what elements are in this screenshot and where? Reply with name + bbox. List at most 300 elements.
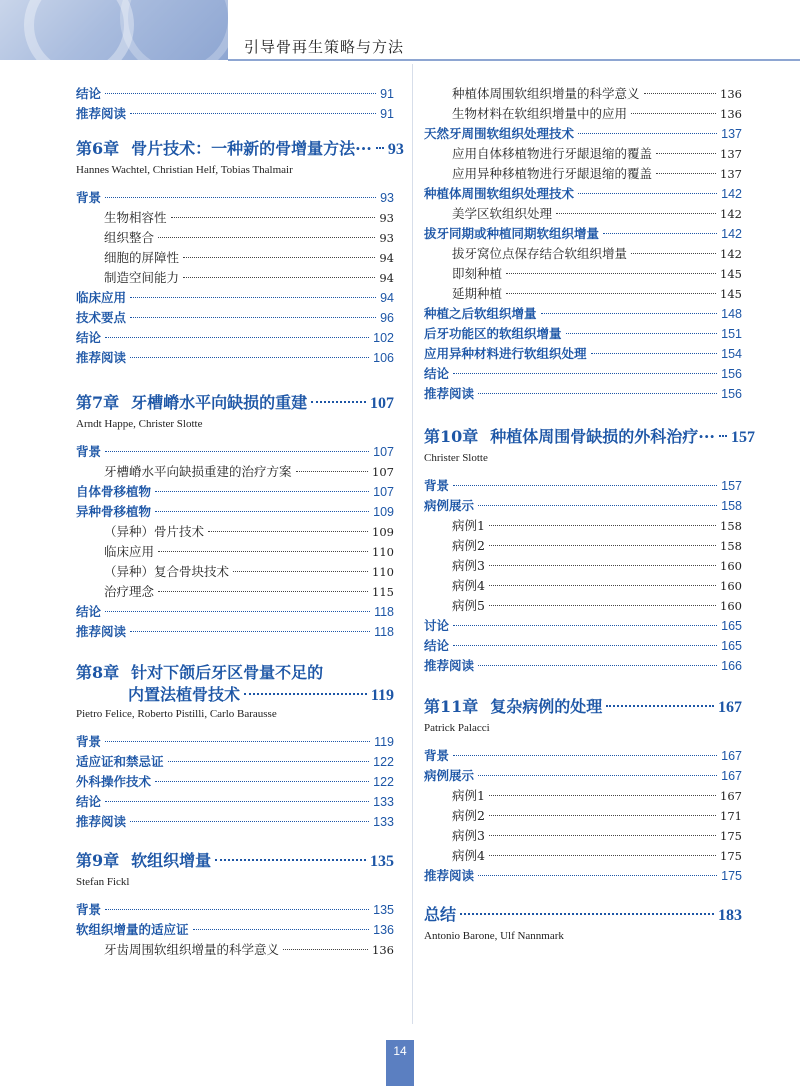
chapter-authors: Pietro Felice, Roberto Pistilli, Carlo Barausse (76, 708, 277, 720)
chapter-authors: Hannes Wachtel, Christian Helf, Tobias Thalmair (76, 164, 293, 176)
toc-entry-page: 167 (721, 769, 742, 783)
dot-leader (376, 147, 384, 149)
toc-entry[interactable] (76, 348, 394, 368)
toc-entry-title: 背景 (424, 749, 450, 763)
dot-leader (541, 313, 718, 314)
toc-entry[interactable] (424, 476, 742, 496)
toc-entry[interactable] (76, 462, 394, 482)
toc-entry-title: 病例2 (452, 808, 485, 823)
dot-leader (130, 631, 370, 632)
toc-entry[interactable] (424, 224, 742, 244)
toc-entry-page: 110 (372, 565, 394, 579)
toc-entry[interactable] (424, 636, 742, 656)
toc-entry[interactable] (424, 244, 742, 264)
toc-entry[interactable] (424, 384, 742, 404)
toc-entry[interactable] (424, 556, 742, 576)
toc-entry[interactable] (424, 576, 742, 596)
toc-entry-title: 牙齿周围软组织增量的科学意义 (104, 942, 280, 957)
toc-entry[interactable] (76, 288, 394, 308)
toc-entry[interactable] (76, 582, 394, 602)
dot-leader (168, 761, 370, 762)
toc-entry-title: 制造空间能力 (104, 270, 180, 285)
dot-leader (208, 531, 368, 532)
dot-leader (478, 393, 717, 394)
toc-entry[interactable] (76, 522, 394, 542)
toc-entry-page: 115 (372, 585, 394, 599)
toc-entry-page: 145 (720, 267, 742, 281)
decorative-circle (120, 0, 228, 60)
toc-entry-page: 107 (373, 445, 394, 459)
toc-entry-title: 种植体周围软组织处理技术 (424, 187, 575, 201)
toc-entry-title: 临床应用 (104, 544, 155, 559)
toc-entry[interactable] (424, 284, 742, 304)
toc-entry-title: 结论 (76, 795, 102, 809)
dot-leader (158, 591, 368, 592)
toc-entry[interactable] (424, 304, 742, 324)
toc-entry-title: 背景 (76, 903, 102, 917)
chapter-heading-continued[interactable] (76, 684, 394, 706)
toc-entry-title: 应用异种移植物进行牙龈退缩的覆盖 (452, 166, 653, 181)
chapter-page: 119 (370, 687, 394, 704)
toc-entry-title: 软组织增量的适应证 (76, 923, 189, 937)
toc-entry-page: 93 (380, 191, 394, 205)
chapter-page: 157 (731, 429, 755, 446)
chapter-authors: Christer Slotte (424, 452, 488, 464)
toc-entry[interactable] (424, 536, 742, 556)
toc-entry-page: 142 (721, 187, 742, 201)
toc-entry[interactable] (424, 866, 742, 886)
toc-entry-page: 158 (721, 499, 742, 513)
dot-leader (631, 253, 716, 254)
toc-entry-title: 拔牙同期或种植同期软组织增量 (424, 227, 600, 241)
toc-entry-title: 治疗理念 (104, 584, 155, 599)
toc-entry-page: 167 (720, 789, 742, 803)
header-rule (228, 59, 800, 61)
toc-entry-title: 背景 (76, 191, 102, 205)
toc-entry-page: 156 (721, 367, 742, 381)
toc-left-column (76, 84, 404, 960)
dot-leader (656, 173, 716, 174)
toc-entry[interactable] (76, 562, 394, 582)
dot-leader (283, 949, 368, 950)
dot-leader (130, 113, 376, 114)
toc-entries-group (76, 732, 394, 832)
toc-entry[interactable] (76, 104, 394, 124)
dot-leader (489, 525, 716, 526)
toc-entry-page: 118 (374, 625, 394, 639)
toc-entry[interactable] (424, 746, 742, 766)
toc-entry-page: 102 (373, 331, 394, 345)
chapter-title: 复杂病例的处理 (490, 697, 603, 716)
toc-entry-page: 151 (721, 327, 742, 341)
toc-entry[interactable] (76, 84, 394, 104)
toc-entry-page: 94 (380, 291, 394, 305)
toc-entry[interactable] (76, 328, 394, 348)
dot-leader (183, 257, 375, 258)
toc-entries-group (424, 746, 742, 886)
chapter-heading[interactable] (76, 390, 394, 416)
toc-entry[interactable] (424, 144, 742, 164)
toc-entry[interactable] (76, 812, 394, 832)
toc-entry[interactable] (76, 208, 394, 228)
toc-entry-title: 病例展示 (424, 769, 475, 783)
toc-entry-title: 推荐阅读 (424, 869, 475, 883)
toc-entry-page: 165 (721, 619, 742, 633)
chapter-page: 93 (387, 141, 404, 158)
toc-entry[interactable] (424, 616, 742, 636)
toc-entry[interactable] (76, 940, 394, 960)
dot-leader (244, 693, 367, 695)
chapter-number: 第10章 (424, 427, 479, 446)
dot-leader (631, 113, 716, 114)
dot-leader (719, 435, 727, 437)
dot-leader (105, 909, 369, 910)
toc-entry[interactable] (76, 732, 394, 752)
toc-entry-page: 142 (720, 247, 742, 261)
toc-entry-page: 167 (721, 749, 742, 763)
toc-entry[interactable] (76, 308, 394, 328)
chapter-title: 针对下颌后牙区骨量不足的 (131, 663, 324, 682)
toc-entry-page: 158 (720, 539, 742, 553)
toc-entry-title: 延期种植 (452, 286, 503, 301)
toc-entry-title: 生物材料在软组织增量中的应用 (452, 106, 628, 121)
toc-entry[interactable] (76, 920, 394, 940)
toc-entry-page: 160 (720, 599, 742, 613)
chapter-number: 第7章 (76, 393, 120, 412)
decorative-circle (24, 0, 134, 60)
dot-leader (453, 625, 717, 626)
dot-leader (453, 755, 717, 756)
toc-entry-title: 外科操作技术 (76, 775, 152, 789)
dot-leader (478, 665, 717, 666)
toc-entries-group (76, 442, 394, 642)
chapter-authors: Patrick Palacci (424, 722, 490, 734)
toc-entry-title: 组织整合 (104, 230, 155, 245)
dot-leader (506, 293, 716, 294)
toc-entry-title: 细胞的屏障性 (104, 250, 180, 265)
dot-leader (105, 197, 376, 198)
toc-entry[interactable] (76, 442, 394, 462)
toc-entry-title: 技术要点 (76, 311, 127, 325)
toc-entry-page: 137 (720, 167, 742, 181)
chapter-title: 内置法植骨技术 (128, 685, 241, 704)
chapter-heading[interactable] (76, 136, 404, 162)
toc-entry-page: 142 (721, 227, 742, 241)
dot-leader (489, 835, 716, 836)
chapter-heading[interactable] (76, 662, 394, 684)
toc-entry[interactable] (424, 324, 742, 344)
dot-leader (453, 373, 717, 374)
chapter-number: 第8章 (76, 663, 120, 682)
toc-entry-title: 推荐阅读 (76, 625, 127, 639)
toc-entry[interactable] (76, 602, 394, 622)
toc-entries-group (76, 84, 394, 124)
corner-decoration (0, 0, 228, 60)
toc-entry-page: 109 (372, 525, 394, 539)
toc-entry-title: 结论 (424, 367, 450, 381)
toc-entry-page: 160 (720, 579, 742, 593)
dot-leader (215, 859, 366, 861)
toc-entry-title: 美学区软组织处理 (452, 206, 553, 221)
toc-entry-page: 175 (720, 829, 742, 843)
dot-leader (155, 491, 369, 492)
toc-entry-title: 病例4 (452, 848, 485, 863)
toc-entry[interactable] (424, 104, 742, 124)
chapter-authors: Stefan Fickl (76, 876, 130, 888)
toc-entry[interactable] (424, 496, 742, 516)
toc-entry-page: 165 (721, 639, 742, 653)
toc-entry-title: 背景 (76, 445, 102, 459)
toc-entry[interactable] (76, 188, 394, 208)
toc-entry-page: 107 (373, 485, 394, 499)
dot-leader (489, 605, 716, 606)
dot-leader (606, 705, 714, 707)
toc-entry-title: 结论 (76, 331, 102, 345)
toc-entry-title: （异种）复合骨块技术 (104, 564, 230, 579)
toc-entry-title: 生物相容性 (104, 210, 167, 225)
toc-entry-title: 背景 (424, 479, 450, 493)
toc-entry[interactable] (76, 772, 394, 792)
dot-leader (478, 775, 717, 776)
toc-entry-page: 137 (720, 147, 742, 161)
book-title: 引导骨再生策略与方法 (244, 38, 405, 56)
toc-entry-title: 病例3 (452, 558, 485, 573)
toc-entry[interactable] (76, 482, 394, 502)
dot-leader (311, 401, 366, 403)
column-divider (412, 64, 413, 1024)
dot-leader (489, 585, 716, 586)
toc-entry-page: 122 (373, 755, 394, 769)
toc-entry-page: 118 (374, 605, 394, 619)
dot-leader (158, 237, 375, 238)
toc-entry-page: 94 (379, 251, 394, 265)
dot-leader (656, 153, 716, 154)
toc-entry-title: 种植之后软组织增量 (424, 307, 537, 321)
dot-leader (478, 505, 717, 506)
toc-entry-title: 后牙功能区的软组织增量 (424, 327, 562, 341)
toc-entry-page: 175 (720, 849, 742, 863)
toc-entry-page: 110 (372, 545, 394, 559)
toc-entry-title: （异种）骨片技术 (104, 524, 205, 539)
toc-entry-title: 拔牙窝位点保存结合软组织增量 (452, 246, 628, 261)
toc-entry[interactable] (76, 752, 394, 772)
toc-entry-page: 136 (720, 87, 742, 101)
toc-entry-title: 病例1 (452, 518, 485, 533)
dot-leader (453, 485, 717, 486)
toc-entry-page: 158 (720, 519, 742, 533)
summary-title: 总结 (424, 905, 457, 924)
chapter-page: 107 (370, 395, 394, 412)
toc-entry[interactable] (424, 846, 742, 866)
dot-leader (489, 565, 716, 566)
dot-leader (489, 855, 716, 856)
toc-entry[interactable] (76, 268, 394, 288)
dot-leader (130, 297, 376, 298)
dot-leader (105, 611, 370, 612)
toc-entry-title: 应用异种材料进行软组织处理 (424, 347, 587, 361)
toc-entry-title: 结论 (76, 87, 102, 101)
toc-entry-page: 166 (721, 659, 742, 673)
toc-entry-page: 122 (373, 775, 394, 789)
dot-leader (591, 353, 718, 354)
toc-entry[interactable] (424, 826, 742, 846)
dot-leader (296, 471, 369, 472)
dot-leader (566, 333, 718, 334)
toc-entry[interactable] (76, 248, 394, 268)
toc-entry[interactable] (76, 502, 394, 522)
chapter-page: 135 (370, 853, 394, 870)
toc-entry-title: 病例展示 (424, 499, 475, 513)
toc-entry-page: 109 (373, 505, 394, 519)
dot-leader (460, 913, 714, 915)
chapter-number: 第11章 (424, 697, 479, 716)
summary-page: 183 (718, 907, 742, 924)
toc-entry-page: 136 (373, 923, 394, 937)
dot-leader (155, 781, 369, 782)
toc-entry-title: 背景 (76, 735, 102, 749)
toc-entry[interactable] (424, 184, 742, 204)
toc-entry-page: 96 (380, 311, 394, 325)
dot-leader (489, 545, 716, 546)
toc-entry-title: 自体骨移植物 (76, 485, 152, 499)
toc-entry-title: 病例3 (452, 828, 485, 843)
toc-entry[interactable] (424, 656, 742, 676)
dot-leader (183, 277, 375, 278)
chapter-authors: Arndt Happe, Christer Slotte (76, 418, 203, 430)
toc-entry-title: 推荐阅读 (424, 659, 475, 673)
dot-leader (478, 875, 717, 876)
toc-entry-page: 106 (373, 351, 394, 365)
toc-entry[interactable] (424, 124, 742, 144)
toc-entry-page: 160 (720, 559, 742, 573)
dot-leader (193, 929, 370, 930)
toc-entry[interactable] (76, 792, 394, 812)
toc-entry-title: 结论 (76, 605, 102, 619)
toc-entry-title: 临床应用 (76, 291, 127, 305)
dot-leader (158, 551, 368, 552)
toc-entry-title: 推荐阅读 (76, 351, 127, 365)
chapter-heading[interactable] (76, 848, 394, 874)
summary-authors: Antonio Barone, Ulf Nannmark (424, 930, 564, 942)
toc-entry-title: 病例2 (452, 538, 485, 553)
chapter-number: 第6章 (76, 139, 120, 158)
chapter-title: 软组织增量 (131, 851, 212, 870)
dot-leader (489, 815, 716, 816)
toc-entry[interactable] (76, 542, 394, 562)
chapter-heading[interactable] (424, 694, 742, 720)
toc-entry[interactable] (424, 164, 742, 184)
toc-entry-page: 91 (380, 107, 394, 121)
toc-entry-title: 讨论 (424, 619, 450, 633)
toc-entry-title: 牙槽嵴水平向缺损重建的治疗方案 (104, 464, 292, 479)
toc-entry-title: 即刻种植 (452, 266, 503, 281)
toc-entry[interactable] (76, 228, 394, 248)
dot-leader (489, 795, 716, 796)
toc-entry-page: 142 (720, 207, 742, 221)
toc-entry-page: 148 (721, 307, 742, 321)
dot-leader (453, 645, 717, 646)
toc-entry[interactable] (424, 786, 742, 806)
toc-entry-title: 推荐阅读 (76, 815, 127, 829)
toc-entry-page: 171 (720, 809, 742, 823)
dot-leader (233, 571, 368, 572)
toc-entries-group (424, 84, 742, 404)
page-number: 14 (393, 1044, 407, 1058)
dot-leader (578, 133, 717, 134)
toc-entry-page: 119 (374, 735, 394, 749)
toc-entry[interactable] (424, 766, 742, 786)
dot-leader (130, 317, 376, 318)
toc-entry[interactable] (424, 204, 742, 224)
chapter-number: 第9章 (76, 851, 120, 870)
dot-leader (171, 217, 376, 218)
toc-entry[interactable] (424, 364, 742, 384)
dot-leader (578, 193, 717, 194)
toc-entry-title: 推荐阅读 (76, 107, 127, 121)
chapter-title: 骨片技术：一种新的骨增量方法··· (131, 139, 372, 158)
dot-leader (506, 273, 716, 274)
dot-leader (130, 821, 369, 822)
toc-entry-page: 133 (373, 795, 394, 809)
summary-heading[interactable] (424, 902, 742, 928)
toc-entry-page: 145 (720, 287, 742, 301)
dot-leader (105, 741, 370, 742)
chapter-heading[interactable] (424, 424, 755, 450)
dot-leader (105, 337, 369, 338)
dot-leader (105, 93, 376, 94)
toc-entry-page: 91 (380, 87, 394, 101)
toc-entry-title: 病例1 (452, 788, 485, 803)
toc-entry-page: 137 (721, 127, 742, 141)
toc-entry-page: 175 (721, 869, 742, 883)
chapter-title: 种植体周围骨缺损的外科治疗··· (490, 427, 715, 446)
toc-entry[interactable] (76, 900, 394, 920)
toc-entry-title: 病例5 (452, 598, 485, 613)
toc-entry-page: 93 (379, 211, 394, 225)
dot-leader (105, 451, 369, 452)
toc-entry-page: 156 (721, 387, 742, 401)
toc-entry[interactable] (424, 84, 742, 104)
chapter-title: 牙槽嵴水平向缺损的重建 (131, 393, 308, 412)
toc-entries-group (76, 900, 394, 960)
toc-entry-page: 136 (372, 943, 394, 957)
toc-entry[interactable] (424, 516, 742, 536)
toc-entries-group (76, 188, 394, 368)
toc-entry-title: 种植体周围软组织增量的科学意义 (452, 86, 640, 101)
toc-entry[interactable] (424, 344, 742, 364)
dot-leader (130, 357, 369, 358)
toc-entry-page: 136 (720, 107, 742, 121)
toc-entry-page: 94 (379, 271, 394, 285)
toc-entry-page: 135 (373, 903, 394, 917)
toc-entry[interactable] (424, 806, 742, 826)
toc-entry-page: 107 (372, 465, 394, 479)
toc-entry[interactable] (76, 622, 394, 642)
toc-entry-title: 结论 (424, 639, 450, 653)
dot-leader (556, 213, 716, 214)
toc-entry[interactable] (424, 264, 742, 284)
toc-entries-group (424, 476, 742, 676)
dot-leader (105, 801, 369, 802)
toc-entry[interactable] (424, 596, 742, 616)
toc-entry-title: 天然牙周围软组织处理技术 (424, 127, 575, 141)
toc-entry-page: 93 (379, 231, 394, 245)
toc-entry-page: 154 (721, 347, 742, 361)
toc-entry-page: 157 (721, 479, 742, 493)
dot-leader (603, 233, 717, 234)
toc-entry-title: 异种骨移植物 (76, 505, 152, 519)
toc-entry-title: 应用自体移植物进行牙龈退缩的覆盖 (452, 146, 653, 161)
